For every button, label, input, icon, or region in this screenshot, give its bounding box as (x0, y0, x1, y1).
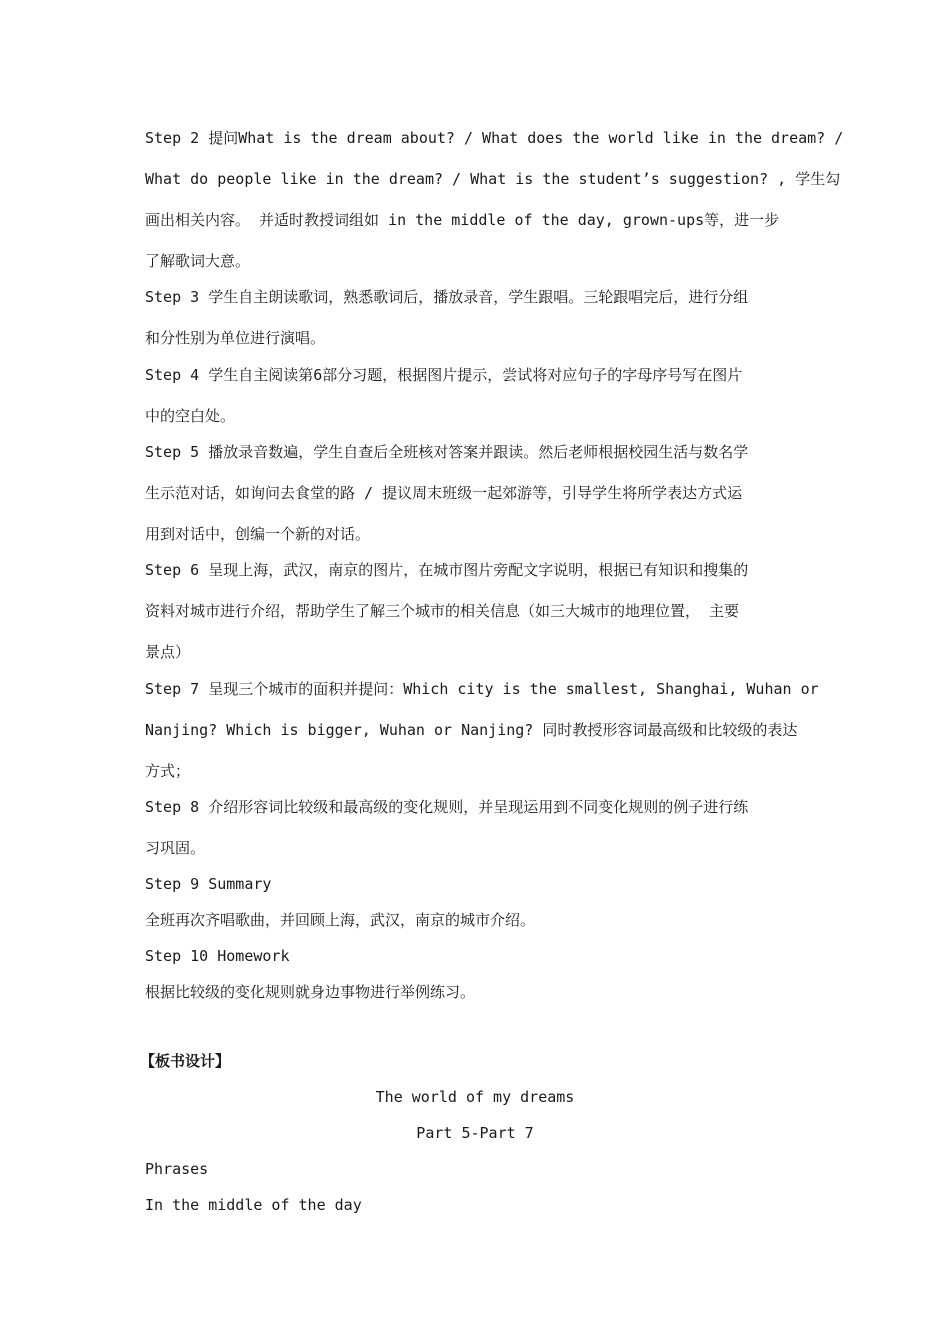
board-subtitle: Part 5-Part 7 (416, 1124, 534, 1142)
step-7-line-2: Nanjing? Which is bigger, Wuhan or Nanjing? 同时教授形容词最高级和比较级的表达 (145, 721, 798, 739)
step-9-text: 全班再次齐唱歌曲，并回顾上海，武汉，南京的城市介绍。 (145, 911, 536, 929)
step-5-line-3: 用到对话中，创编一个新的对话。 (145, 525, 371, 543)
phrases-label: Phrases (145, 1160, 209, 1178)
step-6-line-3: 景点） (145, 643, 191, 661)
step-6-line-2: 资料对城市进行介绍，帮助学生了解三个城市的相关信息（如三大城市的地理位置， 主要 (145, 602, 740, 620)
step-3-line-2: 和分性别为单位进行演唱。 (145, 329, 326, 347)
step-10-text: 根据比较级的变化规则就身边事物进行举例练习。 (145, 983, 476, 1001)
step-8-line-1: Step 8 介绍形容词比较级和最高级的变化规则，并呈现运用到不同变化规则的例子进行练 (145, 798, 749, 816)
step-3-line-1: Step 3 学生自主朗读歌词，熟悉歌词后，播放录音，学生跟唱。三轮跟唱完后，进行分组 (145, 288, 749, 306)
step-2-line-3: 画出相关内容。 并适时教授词组如 in the middle of the day, grown-ups等，进一步 (145, 211, 780, 229)
step-4-line-2: 中的空白处。 (145, 407, 236, 425)
step-2-line-1: Step 2 提问What is the dream about? / What does the world like in the dream? / (145, 129, 844, 147)
step-5-line-2: 生示范对话，如询问去食堂的路 / 提议周末班级一起郊游等，引导学生将所学表达方式运 (145, 484, 743, 502)
step-4-line-1: Step 4 学生自主阅读第6部分习题，根据图片提示，尝试将对应句子的字母序号写在图片 (145, 366, 743, 384)
step-8-line-2: 习巩固。 (145, 839, 206, 857)
step-2-line-2: What do people like in the dream? / What is the student’s suggestion? , 学生勾 (145, 170, 841, 188)
step-9-heading: Step 9 Summary (145, 875, 272, 893)
step-7-line-3: 方式； (145, 762, 191, 780)
phrase-item: In the middle of the day (145, 1196, 362, 1214)
step-2-line-4: 了解歌词大意。 (145, 252, 251, 270)
step-7-line-1: Step 7 呈现三个城市的面积并提问：Which city is the smallest, Shanghai, Wuhan or (145, 680, 819, 698)
step-6-line-1: Step 6 呈现上海，武汉，南京的图片，在城市图片旁配文字说明，根据已有知识和搜集的 (145, 561, 749, 579)
board-design-heading: 【板书设计】 (140, 1052, 231, 1070)
step-10-heading: Step 10 Homework (145, 947, 290, 965)
board-title: The world of my dreams (375, 1088, 575, 1106)
step-5-line-1: Step 5 播放录音数遍，学生自查后全班核对答案并跟读。然后老师根据校园生活与数名学 (145, 443, 749, 461)
